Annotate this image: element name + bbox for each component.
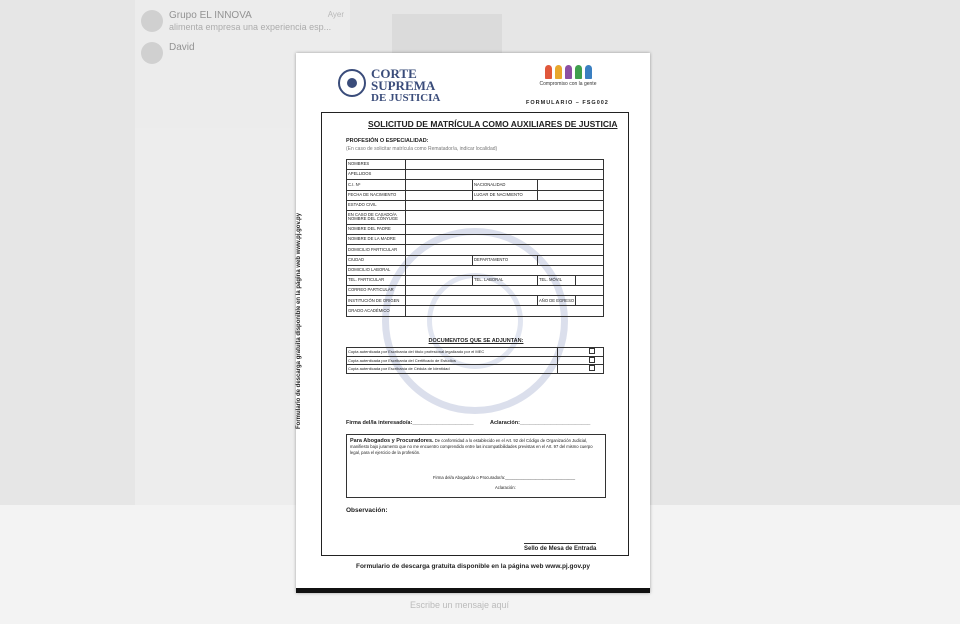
field-label: NOMBRE DE LA MADRE (347, 235, 406, 245)
field-label: DOMICILIO LABORAL (347, 265, 406, 275)
form-frame: Formulario de descarga gratuita disponible en la página web www.pj.gov.py SOLICITUD DE MATRÍCULA COMO AUXILIARES DE JUSTICIA PROFESIÓN O ESPECIALIDAD: (En caso de solicitar matrícula como Rematador/a, indicar localidad) NOMBRES APELLIDOS C.I. Nº NACIONALIDAD FECHA DE NACIMIENTO LUGAR DE NACIMIENTO ESTADO CIVIL EN CASO DE CASADO/A NOMBRE DEL CÓNYUGE NOMBRE DEL PADRE NOMBRE DE LA MADRE DOMICILIO PARTICULAR CIUDAD DEPARTAMENTO DOMICILIO LABORAL TEL. PARTICULAR TEL. LABORAL TEL. MÓVIL CORREO PARTICULAR INSTITUCIÓN DE ORIGEN AÑO DE EGRESO GRADO ACADÉMICO DOCUMENTOS QUE SE ADJUNTAN: Copia autenticada por Escribanía del título profesional legalizado por el MEC Copia autenticada por Escribanía del Certificado de Estudios Copia autenticada por Escribanía de Cédula de Identidad Firma del/la interesado/a:____________________ Aclaración:_______________________ Para Abogados y Procuradores. De conformidad a lo establecido en el Art. 92 del Código de Organización Judicial, manifiesto bajo juramento que no me encuentro comprendido entre las incompatibilidades previstas en el Art. 97 del mismo cuerpo legal, para el ejercicio de la profesión. Firma del/a Abogado/a o Procurador/a:______________________________ Aclaración: Observación: Sello de Mesa de Entrada (321, 112, 629, 556)
people-icon (528, 65, 608, 81)
docs-title: DOCUMENTOS QUE SE ADJUNTAN: (428, 338, 524, 344)
field-label: ESTADO CIVIL (347, 200, 406, 210)
lawyer-signature-label: Firma del/a Abogado/a o Procurador/a:______________________________ (433, 475, 576, 480)
image-thumbnail (392, 14, 502, 54)
chat-preview: alimenta empresa una experiencia esp... (169, 22, 332, 32)
field-label: GRADO ACADÉMICO (347, 306, 406, 316)
document-bottom-bar (296, 588, 650, 593)
personal-data-table (346, 159, 604, 317)
field-label: CIUDAD (347, 255, 406, 265)
field-label: NACIONALIDAD (473, 180, 538, 190)
document-preview (296, 53, 650, 593)
lawyers-declaration-box (346, 434, 606, 498)
form-title: SOLICITUD DE MATRÍCULA COMO AUXILIARES DE JUSTICIA (368, 119, 618, 129)
message-input[interactable]: Escribe un mensaje aquí (410, 600, 510, 610)
field-label: CORREO PARTICULAR (347, 286, 406, 296)
documents-table (346, 347, 604, 374)
field-label: DEPARTAMENTO (473, 255, 538, 265)
field-label: INSTITUCIÓN DE ORIGEN (347, 296, 406, 306)
clarification-label: Aclaración:_______________________ (490, 420, 591, 426)
field-label: FECHA DE NACIMIENTO (347, 190, 406, 200)
form-code: FORMULARIO – FSG002 (526, 100, 609, 106)
document-item: Copia autenticada por Escribanía de Cédula de Identidad (347, 365, 558, 374)
observation-label: Observación: (346, 507, 388, 514)
field-label: DOMICILIO PARTICULAR (347, 245, 406, 255)
checkbox-icon (589, 357, 595, 363)
avatar (141, 10, 163, 32)
footer-text: Formulario de descarga gratuita disponible en la página web www.pj.gov.py (355, 563, 591, 570)
lawyer-clarification-label: Aclaración: (495, 485, 516, 490)
document-item: Copia autenticada por Escribanía del Certificado de Estudios (347, 356, 558, 365)
checkbox-icon (589, 365, 595, 371)
lawyers-heading: Para Abogados y Procuradores. (350, 438, 434, 444)
avatar (141, 42, 163, 64)
seal-icon (338, 69, 366, 97)
profession-note: (En caso de solicitar matrícula como Rematador/a, indicar localidad) (346, 146, 498, 152)
field-label: C.I. Nº (347, 180, 406, 190)
field-label: LUGAR DE NACIMIENTO (473, 190, 538, 200)
chat-name: David (169, 42, 195, 53)
tagline: Compromiso con la gente (539, 81, 597, 87)
document-item: Copia autenticada por Escribanía del título profesional legalizado por el MEC (347, 348, 558, 357)
field-label: TEL. LABORAL (473, 275, 538, 285)
org-name: CORTE SUPREMA DE JUSTICIA (371, 66, 441, 104)
field-label: TEL. PARTICULAR (347, 275, 406, 285)
field-label: APELLIDOS (347, 170, 406, 180)
field-label: AÑO DE EGRESO (538, 296, 576, 306)
chat-name: Grupo EL INNOVA (169, 10, 252, 21)
field-label: NOMBRE DEL PADRE (347, 224, 406, 234)
profession-label: PROFESIÓN O ESPECIALIDAD: (346, 138, 429, 144)
signature-label: Firma del/la interesado/a:____________________ (346, 420, 474, 426)
lawyers-text: De conformidad a lo establecido en el Art. 92 del Código de Organización Judicial, manifiesto bajo juramento que no me encuentro comprendido entre las incompatibilidades previstas en el Art. 97 del mismo cuerpo legal, para el ejercicio de la profesión. (350, 438, 593, 455)
entry-stamp-label: Sello de Mesa de Entrada (524, 543, 596, 552)
field-label: TEL. MÓVIL (538, 275, 576, 285)
field-label: NOMBRES (347, 160, 406, 170)
compromiso-logo (528, 65, 608, 87)
checkbox-icon (589, 348, 595, 354)
field-label: EN CASO DE CASADO/A NOMBRE DEL CÓNYUGE (347, 210, 406, 224)
chat-time: Ayer (327, 10, 344, 19)
